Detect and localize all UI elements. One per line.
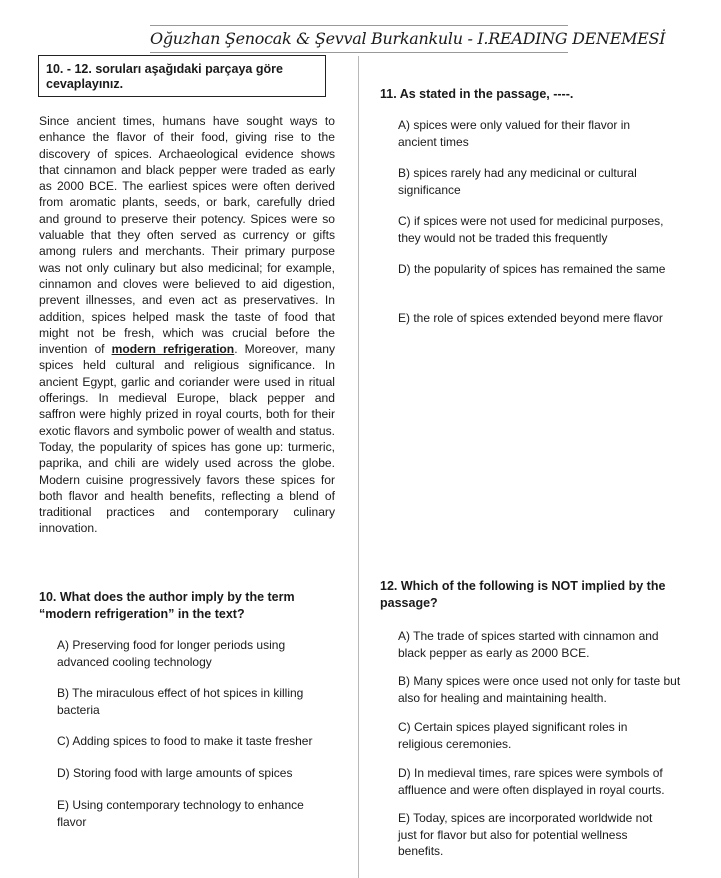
q12-option-d[interactable]: D) In medieval times, rare spices were symbols of affluence and were often displayed in royal courts. bbox=[398, 766, 665, 797]
passage-text-after: . Moreover, many spices held cultural and religious significance. In ancient Egypt, garlic and coriander were used in ritual offerings. In medieval Europe, black pepper and saffron were highly prized in royal courts, both for their exotic flavors and symbolic power of wealth and status. Today, the popularity of spices has gone up: turmeric, paprika, and chili are widely used across the globe. Modern cuisine progressively favors these spices for both flavor and health benefits, reflecting a blend of traditional practices and contemporary culinary innovation. bbox=[39, 342, 335, 536]
q12-option-a[interactable]: A) The trade of spices started with cinnamon and black pepper as early as 2000 BCE. bbox=[398, 629, 659, 660]
passage-underlined-term: modern refrigeration bbox=[111, 342, 235, 357]
q11-option-a[interactable]: A) spices were only valued for their flavor in ancient times bbox=[398, 118, 631, 149]
q11-option-c[interactable]: C) if spices were not used for medicinal purposes, they would not be traded this frequently bbox=[398, 214, 664, 245]
q12-option-b[interactable]: B) Many spices were once used not only for taste but also for healing and maintaining health. bbox=[398, 674, 681, 705]
q10-stem: 10. What does the author imply by the term “modern refrigeration” in the text? bbox=[39, 590, 295, 621]
q10-option-a[interactable]: A) Preserving food for longer periods using advanced cooling technology bbox=[57, 638, 286, 669]
q10-option-d[interactable]: D) Storing food with large amounts of spices bbox=[57, 766, 293, 780]
instruction-box: 10. - 12. soruları aşağıdaki parçaya göre cevaplayınız. bbox=[38, 55, 326, 97]
q11-option-d[interactable]: D) the popularity of spices has remained the same bbox=[398, 262, 666, 276]
q10-option-e[interactable]: E) Using contemporary technology to enhance flavor bbox=[57, 798, 304, 829]
column-divider bbox=[358, 56, 359, 878]
q10-option-c[interactable]: C) Adding spices to food to make it taste fresher bbox=[57, 734, 313, 748]
passage-text-before: Since ancient times, humans have sought ways to enhance the flavor of their food, giving rise to the discovery of spices. Archaeological evidence shows that cinnamon and black pepper were traded as early as 2000 BCE. The earliest spices were often derived from aromatic plants, seeds, or bark, carefully dried and ground to preserve their potency. Spices were so valuable that they often served as currency or gifts among rulers and merchants. Their primary purpose was not only culinary but also medicinal; for example, cinnamon and cloves were believed to aid digestion, prevent illnesses, and even act as preservatives. In addition, spices helped mask the taste of food that might not be fresh, which was crucial before the invention of bbox=[39, 114, 335, 357]
q12-option-e[interactable]: E) Today, spices are incorporated worldwide not just for flavor but also for potential wellness benefits. bbox=[398, 811, 653, 858]
q11-option-b[interactable]: B) spices rarely had any medicinal or cultural significance bbox=[398, 166, 637, 197]
q10-option-b[interactable]: B) The miraculous effect of hot spices in killing bacteria bbox=[57, 686, 304, 717]
q12-stem: 12. Which of the following is NOT implied by the passage? bbox=[380, 579, 666, 610]
page-header-title: Oğuzhan Şenocak & Şevval Burkankulu - I.READING DENEMESİ bbox=[150, 25, 568, 53]
reading-passage bbox=[39, 113, 335, 537]
q11-stem: 11. As stated in the passage, ----. bbox=[380, 87, 574, 101]
q12-option-c[interactable]: C) Certain spices played significant roles in religious ceremonies. bbox=[398, 720, 628, 751]
q11-option-e[interactable]: E) the role of spices extended beyond mere flavor bbox=[398, 311, 663, 325]
